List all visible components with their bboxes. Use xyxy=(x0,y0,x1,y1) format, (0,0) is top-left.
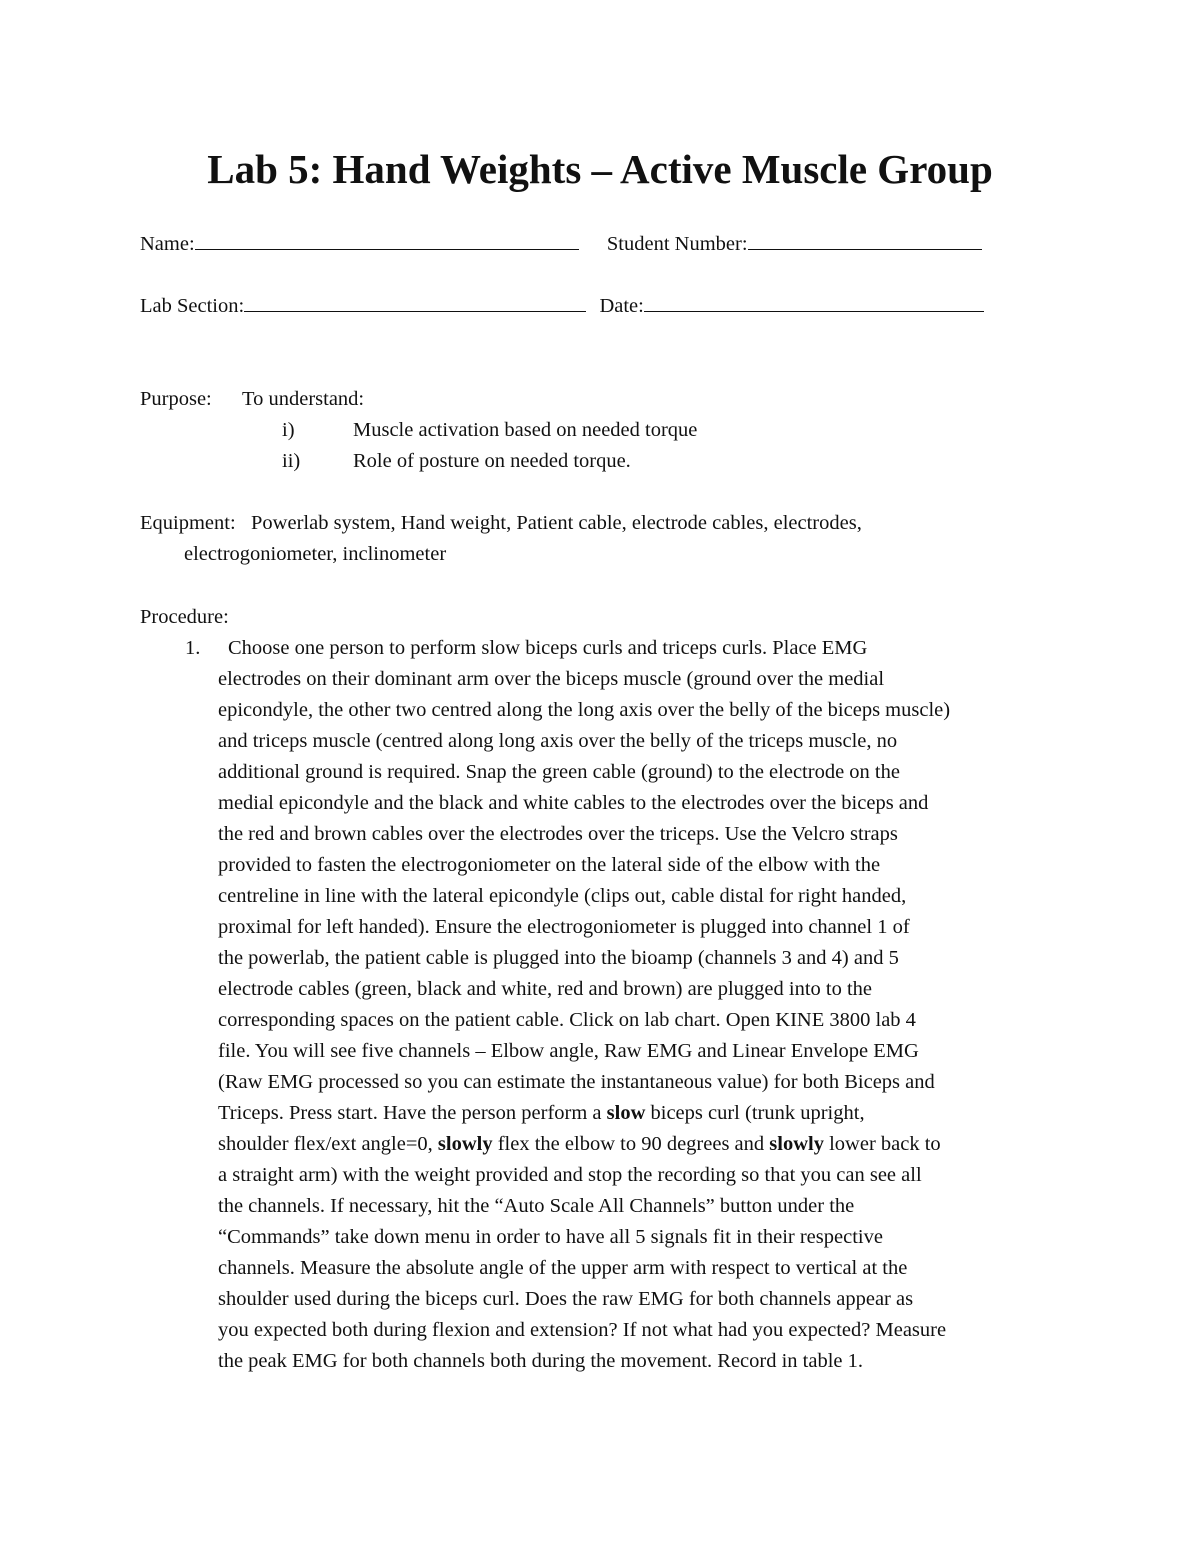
date-label: Date: xyxy=(599,295,644,317)
name-blank[interactable] xyxy=(195,229,579,250)
paragraph-line: medial epicondyle and the black and white cables to the electrodes over the biceps and xyxy=(218,792,929,814)
page-title: Lab 5: Hand Weights – Active Muscle Group xyxy=(207,146,993,192)
paragraph-line: the red and brown cables over the electrodes over the triceps. Use the Velcro straps xyxy=(218,823,898,845)
step-number: 1. xyxy=(185,637,201,659)
equipment-list: Powerlab system, Hand weight, Patient cable, electrode cables, electrodes, xyxy=(251,512,862,534)
text-run: lower back to xyxy=(823,1133,941,1155)
paragraph-line: you expected both during flexion and extension? If not what had you expected? Measure xyxy=(218,1319,947,1341)
text-run: Triceps. Press start. Have the person perform a xyxy=(218,1102,607,1124)
paragraph-line: the channels. If necessary, hit the “Auto Scale All Channels” button under the xyxy=(218,1195,855,1217)
paragraph-line: (Raw EMG processed so you can estimate the instantaneous value) for both Biceps and xyxy=(218,1071,935,1093)
paragraph-line xyxy=(218,1129,1063,1160)
step-text xyxy=(218,633,1063,1377)
list-text: Role of posture on needed torque. xyxy=(353,450,631,472)
text-run: shoulder flex/ext angle=0, xyxy=(218,1133,438,1155)
equipment-line-2: electrogoniometer, inclinometer xyxy=(184,543,447,565)
emphasis-slow: slow xyxy=(606,1102,646,1124)
student-number-label: Student Number: xyxy=(606,233,748,255)
paragraph-line: Choose one person to perform slow biceps curls and triceps curls. Place EMG xyxy=(228,637,868,659)
purpose-row xyxy=(140,384,364,415)
procedure-label: Procedure: xyxy=(140,606,229,628)
paragraph-line: channels. Measure the absolute angle of the upper arm with respect to vertical at the xyxy=(218,1257,908,1279)
list-text: Muscle activation based on needed torque xyxy=(353,419,698,441)
paragraph-line: centreline in line with the lateral epicondyle (clips out, cable distal for right handed, xyxy=(218,885,907,907)
paragraph-line: and triceps muscle (centred along long axis over the belly of the triceps muscle, no xyxy=(218,730,898,752)
paragraph-line: provided to fasten the electrogoniometer on the lateral side of the elbow with the xyxy=(218,854,881,876)
paragraph-line: corresponding spaces on the patient cable. Click on lab chart. Open KINE 3800 lab 4 xyxy=(218,1009,916,1031)
list-number: i) xyxy=(282,419,295,441)
text-run: flex the elbow to 90 degrees and xyxy=(492,1133,770,1155)
lab-section-label: Lab Section: xyxy=(140,295,245,317)
paragraph-line: “Commands” take down menu in order to have all 5 signals fit in their respective xyxy=(218,1226,883,1248)
paragraph-line: shoulder used during the biceps curl. Does the raw EMG for both channels appear as xyxy=(218,1288,914,1310)
paragraph-line: a straight arm) with the weight provided and stop the recording so that you can see all xyxy=(218,1164,922,1186)
paragraph-line: additional ground is required. Snap the green cable (ground) to the electrode on the xyxy=(218,761,900,783)
date-blank[interactable] xyxy=(644,291,984,312)
name-row xyxy=(140,229,982,260)
lab-section-row xyxy=(140,291,984,322)
paragraph-line: the peak EMG for both channels both during the movement. Record in table 1. xyxy=(218,1350,864,1372)
emphasis-slowly: slowly xyxy=(769,1133,824,1155)
equipment-label: Equipment: xyxy=(140,512,236,534)
paragraph-line: the powerlab, the patient cable is plugged into the bioamp (channels 3 and 4) and 5 xyxy=(218,947,899,969)
name-label: Name: xyxy=(140,233,195,255)
paragraph-line: electrodes on their dominant arm over the biceps muscle (ground over the medial xyxy=(218,668,885,690)
list-number: ii) xyxy=(282,450,301,472)
student-number-blank[interactable] xyxy=(748,229,982,250)
equipment-section xyxy=(140,508,1040,570)
paragraph-line: file. You will see five channels – Elbow angle, Raw EMG and Linear Envelope EMG xyxy=(218,1040,919,1062)
paragraph-line: epicondyle, the other two centred along the long axis over the belly of the biceps muscle) xyxy=(218,699,951,721)
paragraph-line: proximal for left handed). Ensure the electrogoniometer is plugged into channel 1 of xyxy=(218,916,910,938)
paragraph-line: electrode cables (green, black and white, red and brown) are plugged into to the xyxy=(218,978,873,1000)
purpose-label: Purpose: xyxy=(140,388,212,410)
text-run: biceps curl (trunk upright, xyxy=(645,1102,865,1124)
emphasis-slowly: slowly xyxy=(437,1133,493,1155)
lab-section-blank[interactable] xyxy=(244,291,586,312)
equipment-line-1 xyxy=(140,508,1040,539)
purpose-intro: To understand: xyxy=(242,388,365,410)
paragraph-line xyxy=(218,1098,1063,1129)
